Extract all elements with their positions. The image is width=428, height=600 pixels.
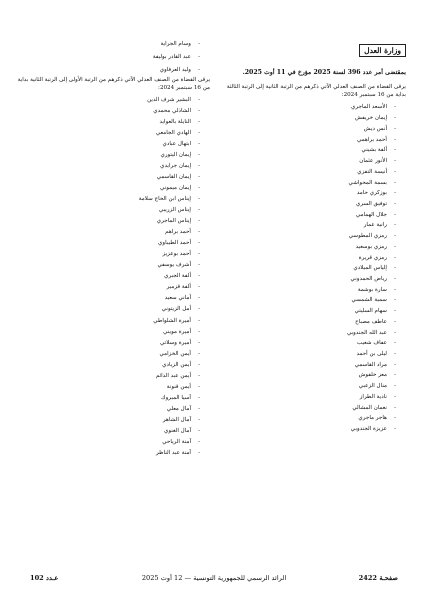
bullet-dash: -: [394, 147, 396, 154]
list-item: [12, 371, 200, 382]
bullet-dash: -: [198, 262, 200, 269]
list-item: [12, 150, 200, 161]
page-footer: [30, 574, 398, 586]
list-item: [218, 306, 396, 317]
person-name: عاطف مصباح: [355, 318, 387, 325]
person-name: بسمة المحواشي: [348, 179, 387, 186]
bullet-dash: -: [394, 383, 396, 390]
promotion-intro-left: يرقى القضاة من الصنف العدلي الآتي ذكرهم من الرتبة الأولى إلى الرتبة الثانية بداية من 16 سبتمبر 2024:: [17, 77, 210, 91]
bullet-dash: -: [198, 67, 200, 73]
bullet-dash: -: [198, 361, 200, 368]
bullet-dash: -: [198, 284, 200, 291]
person-name: أنس ديش: [363, 125, 387, 132]
bullet-dash: -: [198, 54, 200, 60]
bullet-dash: -: [394, 329, 396, 336]
list-item: [12, 282, 200, 293]
list-item: [12, 316, 200, 327]
list-item: [12, 227, 200, 238]
list-item: [218, 124, 396, 135]
person-name: ألفة قزمير: [166, 284, 191, 291]
person-name: هاجر ماجري: [358, 415, 387, 422]
person-name: ابتهال عبادي: [162, 141, 191, 148]
person-name: ألفة الجبري: [164, 273, 191, 280]
decree-reference: بمقتضى أمر عدد 396 لسنة 2025 مؤرخ في 11 أوت 2025.: [242, 69, 406, 76]
bullet-dash: -: [198, 306, 200, 313]
person-name: أحمد براهمي: [356, 136, 387, 143]
page-number: صفحـة 2422: [358, 574, 398, 582]
list-item: [218, 274, 396, 285]
bullet-dash: -: [198, 130, 200, 137]
issue-number: عـدد 102: [30, 574, 59, 582]
person-name: إيناس الزريبي: [158, 207, 191, 214]
list-item: [218, 328, 396, 339]
person-name: إيمان ميموني: [160, 185, 191, 192]
list-item: [218, 424, 396, 435]
person-name: ألفة بشيني: [361, 147, 387, 154]
bullet-dash: -: [394, 200, 396, 207]
bullet-dash: -: [394, 243, 396, 250]
list-item: [12, 404, 200, 415]
list-item: [12, 349, 200, 360]
bullet-dash: -: [198, 108, 200, 115]
bullet-dash: -: [394, 179, 396, 186]
person-name: الأنور عثمان: [359, 158, 387, 165]
list-item: [218, 231, 396, 242]
list-item: [218, 220, 396, 231]
person-name: أحمد براهم: [165, 229, 191, 236]
list-item: [218, 253, 396, 264]
person-name: رياض الحمدوني: [350, 275, 387, 282]
bullet-dash: -: [198, 163, 200, 170]
person-name: رمزي المطوسي: [348, 233, 387, 240]
list-item: [12, 260, 200, 271]
list-item: [12, 293, 200, 304]
list-item: [12, 95, 200, 106]
list-item: [12, 249, 200, 260]
list-item: [12, 426, 200, 437]
person-name: عبد الله الجندوبي: [346, 329, 387, 336]
bullet-dash: -: [198, 438, 200, 445]
journal-title: الرائد الرسمي للجمهورية التونسية — 12 أوت 2025: [141, 574, 287, 582]
list-item: [218, 188, 396, 199]
person-name: أحمد الطيباوي: [158, 240, 191, 247]
person-name: أيمن عبد الدائم: [155, 372, 191, 379]
bullet-dash: -: [394, 393, 396, 400]
bullet-dash: -: [394, 404, 396, 411]
list-item: [218, 199, 396, 210]
list-item: [12, 183, 200, 194]
person-name: رمزي قريرة: [358, 254, 387, 261]
list-item: [218, 360, 396, 371]
person-name: أيمن قنونة: [166, 383, 191, 390]
person-name: آسيا المبروك: [161, 394, 191, 401]
person-name: أحمد بوعزيز: [162, 251, 191, 258]
list-item: [12, 128, 200, 139]
right-column: [218, 38, 406, 435]
bullet-dash: -: [198, 372, 200, 379]
bullet-dash: -: [394, 340, 396, 347]
bullet-dash: -: [394, 222, 396, 229]
list-item: [218, 242, 396, 253]
list-item: [218, 381, 396, 392]
list-item: [12, 161, 200, 172]
list-item: [218, 317, 396, 328]
person-name: آمال معلي: [166, 405, 191, 412]
bullet-dash: -: [198, 141, 200, 148]
bullet-dash: -: [198, 405, 200, 412]
list-item: [12, 51, 200, 64]
bullet-dash: -: [198, 273, 200, 280]
person-name: وليد العرفاوي: [159, 67, 191, 73]
person-name: رانية عمار: [363, 222, 387, 229]
list-item: [12, 304, 200, 315]
promotion-intro-right: يرقى القضاة من الصنف العدلي الآتي ذكرهم من الرتبة الثانية إلى الرتبة الثالثة بداية من 16 سبتمبر 2024:: [226, 84, 406, 98]
list-item: [218, 135, 396, 146]
bullet-dash: -: [394, 104, 396, 111]
bullet-dash: -: [394, 426, 396, 433]
person-name: سارة بوشمة: [357, 286, 387, 293]
person-name: إيناس الماجري: [156, 218, 191, 225]
bullet-dash: -: [394, 265, 396, 272]
person-name: آمنة الرياحي: [162, 438, 191, 445]
bullet-dash: -: [394, 233, 396, 240]
list-item: [12, 271, 200, 282]
ministry-header: وزارة العدل: [359, 44, 406, 57]
bullet-dash: -: [198, 317, 200, 324]
person-name: إيناس ابن الحاج سلامة: [138, 196, 191, 203]
person-name: آمنة عبد الناظر: [156, 449, 191, 456]
bullet-dash: -: [198, 196, 200, 203]
bullet-dash: -: [394, 318, 396, 325]
bullet-dash: -: [198, 229, 200, 236]
bullet-dash: -: [394, 136, 396, 143]
person-name: أيمن الخزامي: [159, 350, 191, 357]
bullet-dash: -: [198, 185, 200, 192]
list-item: [12, 327, 200, 338]
list-item: [12, 216, 200, 227]
bullet-dash: -: [198, 218, 200, 225]
list-item: [218, 210, 396, 221]
person-name: ليلى بن أحمد: [356, 351, 387, 358]
person-name: إيمان القاسمي: [156, 174, 191, 181]
list-item: [218, 349, 396, 360]
list-item: [12, 64, 200, 77]
person-name: وسام الجراية: [160, 41, 191, 47]
person-name: إلياس الميلادي: [353, 265, 387, 272]
list-item: [218, 338, 396, 349]
bullet-dash: -: [394, 351, 396, 358]
person-name: إيمان خريفش: [355, 115, 387, 122]
list-item: [218, 145, 396, 156]
bullet-dash: -: [198, 350, 200, 357]
bullet-dash: -: [394, 158, 396, 165]
list-item: [12, 415, 200, 426]
person-name: معز خلفوش: [358, 372, 387, 379]
list-item: [218, 370, 396, 381]
list-item: [218, 102, 396, 113]
left-column: [12, 38, 210, 459]
continued-list-left: [12, 38, 210, 77]
list-item: [218, 178, 396, 189]
list-item: [12, 117, 200, 128]
bullet-dash: -: [394, 361, 396, 368]
bullet-dash: -: [198, 119, 200, 126]
list-item: [12, 448, 200, 459]
bullet-dash: -: [198, 240, 200, 247]
person-name: النايلة بالعوايد: [159, 119, 191, 126]
bullet-dash: -: [198, 383, 200, 390]
bullet-dash: -: [394, 211, 396, 218]
list-item: [218, 285, 396, 296]
person-name: نعمان المشالي: [352, 404, 387, 411]
person-name: أميرة وسلاتي: [160, 339, 191, 346]
list-item: [12, 437, 200, 448]
person-name: نادية الطراز: [359, 393, 387, 400]
bullet-dash: -: [394, 254, 396, 261]
person-name: الهادي الجامعي: [155, 130, 191, 137]
person-name: عبد القادر بوليفة: [152, 54, 191, 60]
person-name: سمية الشمسي: [351, 297, 387, 304]
list-item: [12, 172, 200, 183]
bullet-dash: -: [394, 372, 396, 379]
person-name: أنيسة التفزي: [357, 168, 387, 175]
person-name: إيمان اليتوري: [160, 152, 191, 159]
list-item: [218, 167, 396, 178]
list-item: [12, 139, 200, 150]
bullet-dash: -: [198, 449, 200, 456]
person-name: الشاذلي محمدي: [153, 108, 191, 115]
bullet-dash: -: [394, 190, 396, 197]
list-item: [12, 106, 200, 117]
person-name: أميرة الشلواطي: [153, 317, 191, 324]
person-name: بوزكري حامد: [356, 190, 387, 197]
list-item: [12, 38, 200, 51]
promotion-list-right: [218, 102, 406, 434]
bullet-dash: -: [198, 416, 200, 423]
bullet-dash: -: [198, 152, 200, 159]
list-item: [12, 382, 200, 393]
person-name: آمال الغنوي: [163, 427, 191, 434]
bullet-dash: -: [198, 394, 200, 401]
person-name: جلال الهمامي: [355, 211, 387, 218]
person-name: أيمن الزيادي: [162, 361, 191, 368]
list-item: [218, 263, 396, 274]
bullet-dash: -: [394, 115, 396, 122]
bullet-dash: -: [394, 275, 396, 282]
bullet-dash: -: [198, 251, 200, 258]
bullet-dash: -: [198, 295, 200, 302]
person-name: أماني سعيد: [164, 295, 191, 302]
bullet-dash: -: [394, 297, 396, 304]
bullet-dash: -: [198, 207, 200, 214]
person-name: سهام السليتي: [354, 308, 387, 315]
person-name: رمزي بوسعيد: [355, 243, 387, 250]
person-name: الأسعد الماجري: [351, 104, 387, 111]
person-name: منال الزعبي: [358, 383, 387, 390]
person-name: أشرف يوسفي: [157, 262, 191, 269]
bullet-dash: -: [394, 286, 396, 293]
bullet-dash: -: [394, 168, 396, 175]
list-item: [218, 413, 396, 424]
person-name: آمال الشاهر: [162, 416, 191, 423]
bullet-dash: -: [198, 427, 200, 434]
bullet-dash: -: [394, 308, 396, 315]
promotion-list-left: [12, 95, 210, 459]
list-item: [218, 156, 396, 167]
person-name: توفيق السري: [356, 200, 387, 207]
list-item: [12, 338, 200, 349]
bullet-dash: -: [198, 174, 200, 181]
list-item: [12, 393, 200, 404]
person-name: البشير شرف الدين: [147, 97, 191, 104]
bullet-dash: -: [394, 415, 396, 422]
list-item: [12, 205, 200, 216]
person-name: أميرة مويني: [163, 328, 191, 335]
bullet-dash: -: [198, 41, 200, 47]
person-name: مراد القاسمي: [354, 361, 387, 368]
list-item: [12, 360, 200, 371]
list-item: [218, 295, 396, 306]
person-name: أمل الزيتوني: [161, 306, 191, 313]
list-item: [218, 113, 396, 124]
person-name: عزيزة الجندوبي: [350, 426, 387, 433]
list-item: [218, 392, 396, 403]
list-item: [12, 194, 200, 205]
person-name: عفاف شعيب: [356, 340, 387, 347]
bullet-dash: -: [198, 328, 200, 335]
list-item: [218, 403, 396, 414]
bullet-dash: -: [198, 97, 200, 104]
bullet-dash: -: [394, 125, 396, 132]
bullet-dash: -: [198, 339, 200, 346]
person-name: إيمان جرايدي: [160, 163, 191, 170]
list-item: [12, 238, 200, 249]
